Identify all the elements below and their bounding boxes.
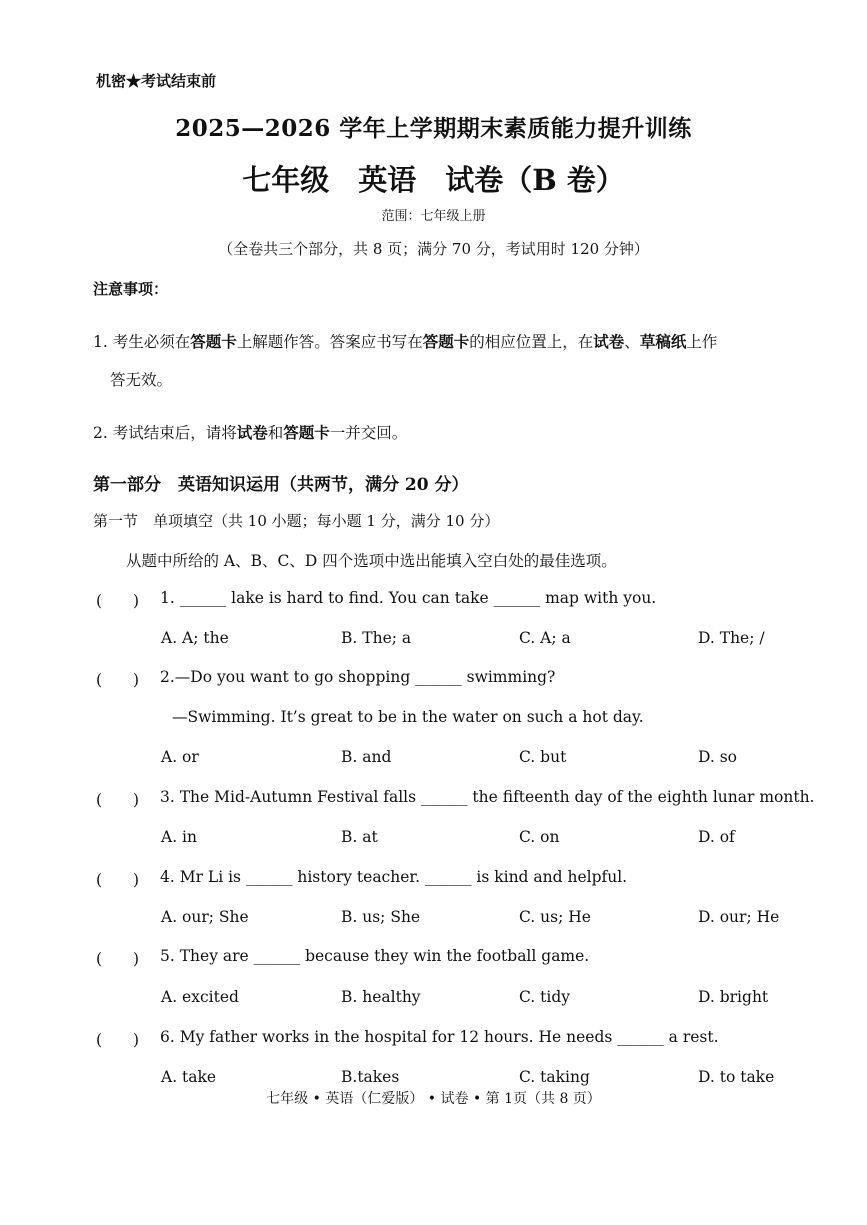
notice-heading: 注意事项： (93, 280, 169, 298)
question-4-stem: 4. Mr Li is ______ history teacher. ______ is kind and helpful. (160, 868, 628, 886)
question-2-option-d: D. so (698, 748, 738, 766)
question-2-option-b: B. and (341, 748, 392, 766)
answer-blank: ( ) (96, 592, 140, 610)
notice-item-1: 1. 考生必须在答题卡上解题作答。答案应书写在答题卡的相应位置上，在试卷、草稿纸上作 (93, 332, 718, 351)
question-3-stem: 3. The Mid-Autumn Festival falls ______ the fifteenth day of the eighth lunar month. (160, 788, 815, 806)
page-footer: 七年级 • 英语（仁爱版） • 试卷 • 第 1页（共 8 页） (266, 1091, 601, 1107)
answer-blank: ( ) (96, 1031, 140, 1049)
section-instruction: 从题中所给的 A、B、C、D 四个选项中选出能填入空白处的最佳选项。 (126, 552, 617, 570)
question-3-option-d: D. of (698, 828, 735, 846)
question-6-option-c: C. taking (519, 1068, 590, 1086)
question-4-option-a: A. our; She (161, 908, 249, 926)
question-1-option-d: D. The; / (698, 629, 765, 647)
question-3-option-b: B. at (341, 828, 378, 846)
part-1-heading: 第一部分 英语知识运用（共两节，满分 20 分） (93, 475, 469, 495)
question-1-option-c: C. A; a (519, 629, 571, 647)
question-1-option-b: B. The; a (341, 629, 412, 647)
question-6-option-a: A. take (161, 1068, 217, 1086)
notice-item-2: 2. 考试结束后，请将试卷和答题卡一并交回。 (93, 423, 408, 442)
question-4-option-b: B. us; She (341, 908, 421, 926)
exam-scope: 范围：七年级上册 (381, 209, 486, 224)
exam-subtitle: 七年级 英语 试卷（B 卷） (242, 163, 625, 197)
answer-blank: ( ) (96, 871, 140, 889)
notice-item-1-continued: 答无效。 (110, 371, 173, 389)
question-1-stem: 1. ______ lake is hard to find. You can take ______ map with you. (160, 589, 657, 607)
answer-blank: ( ) (96, 791, 140, 809)
question-6-stem: 6. My father works in the hospital for 12 hours. He needs ______ a rest. (160, 1028, 719, 1046)
confidential-label: 机密★考试结束前 (96, 72, 217, 90)
question-4-option-d: D. our; He (698, 908, 780, 926)
section-1-heading: 第一节 单项填空（共 10 小题；每小题 1 分，满分 10 分） (93, 512, 500, 530)
question-3-option-c: C. on (519, 828, 560, 846)
question-5-option-c: C. tidy (519, 988, 571, 1006)
question-5-option-a: A. excited (161, 988, 239, 1006)
question-2-reply: —Swimming. It’s great to be in the water on such a hot day. (172, 708, 644, 726)
exam-title: 2025—2026 学年上学期期末素质能力提升训练 (175, 115, 692, 142)
question-6-option-b: B.takes (341, 1068, 400, 1086)
question-2-option-c: C. but (519, 748, 567, 766)
question-1-option-a: A. A; the (161, 629, 229, 647)
question-3-option-a: A. in (161, 828, 197, 846)
answer-blank: ( ) (96, 950, 140, 968)
question-2-option-a: A. or (161, 748, 199, 766)
question-5-stem: 5. They are ______ because they win the football game. (160, 947, 590, 965)
question-6-option-d: D. to take (698, 1068, 775, 1086)
question-5-option-d: D. bright (698, 988, 769, 1006)
exam-info: （全卷共三个部分，共 8 页；满分 70 分，考试用时 120 分钟） (218, 240, 649, 258)
question-5-option-b: B. healthy (341, 988, 421, 1006)
answer-blank: ( ) (96, 671, 140, 689)
question-4-option-c: C. us; He (519, 908, 591, 926)
question-2-stem: 2.—Do you want to go shopping ______ swimming? (160, 668, 556, 686)
